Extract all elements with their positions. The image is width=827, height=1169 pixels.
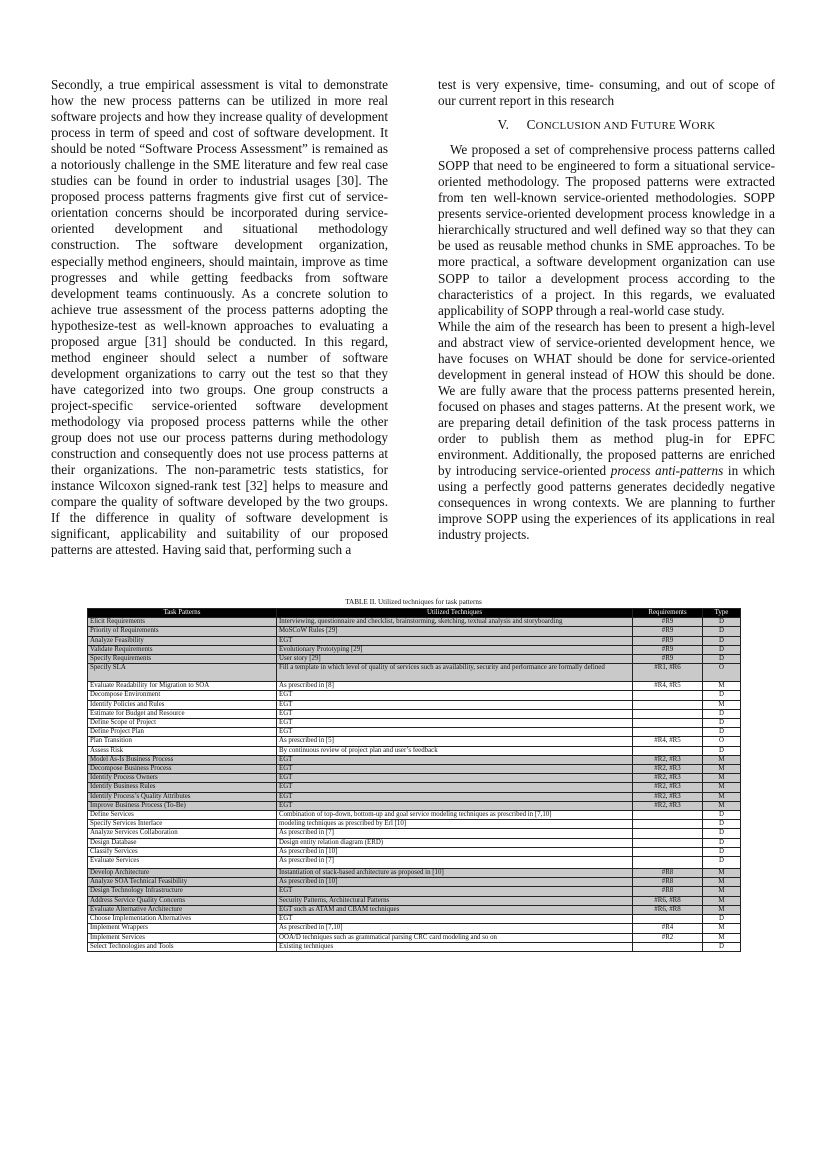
cell-task-pattern: Classify Services [88, 847, 277, 856]
cell-type: D [703, 618, 741, 627]
cell-requirements: #R2, #R3 [633, 792, 703, 801]
cell-task-pattern: Improve Business Process (To-Be) [88, 801, 277, 810]
cell-task-pattern: Implement Wrappers [88, 924, 277, 933]
cell-task-pattern: Estimate for Budget and Resource [88, 709, 277, 718]
cell-requirements [633, 820, 703, 829]
cell-technique: EGT [277, 801, 633, 810]
cell-technique: EGT [277, 765, 633, 774]
cell-task-pattern: Choose Implementation Alternatives [88, 915, 277, 924]
cell-technique: MoSCoW Rules [29] [277, 627, 633, 636]
table-row [88, 755, 741, 764]
cell-technique: As prescribed in [7] [277, 857, 633, 869]
cell-requirements: #R8 [633, 887, 703, 896]
table-row [88, 857, 741, 869]
table-row [88, 618, 741, 627]
table-container [87, 598, 740, 952]
cell-technique: EGT [277, 755, 633, 764]
table-row [88, 887, 741, 896]
cell-type: D [703, 847, 741, 856]
cell-requirements: #R4, #R5 [633, 682, 703, 691]
table-row [88, 838, 741, 847]
cell-type: D [703, 838, 741, 847]
cell-type: M [703, 924, 741, 933]
cell-requirements: #R2, #R3 [633, 765, 703, 774]
header-requirements: Requirements [633, 609, 703, 618]
techniques-table [87, 608, 741, 952]
table-row [88, 933, 741, 942]
cell-requirements [633, 829, 703, 838]
cell-technique: EGT [277, 709, 633, 718]
header-utilized-techniques: Utilized Techniques [277, 609, 633, 618]
cell-technique: OOA/D techniques such as grammatical parsing CRC card modeling and so on [277, 933, 633, 942]
cell-task-pattern: Implement Services [88, 933, 277, 942]
cell-task-pattern: Select Technologies and Tools [88, 942, 277, 951]
cell-task-pattern: Address Service Quality Concerns [88, 896, 277, 905]
para2-italic: process anti-patterns [610, 463, 724, 479]
heading-c1: C [526, 117, 536, 133]
cell-technique: Security Patterns, Architectural Patterns [277, 896, 633, 905]
heading-r2: UTURE [638, 120, 679, 133]
cell-type: M [703, 933, 741, 942]
heading-c3: W [678, 117, 692, 133]
cell-task-pattern: Analyze SOA Technical Feasibility [88, 878, 277, 887]
cell-type: M [703, 700, 741, 709]
cell-type: D [703, 655, 741, 664]
continuation-paragraph: test is very expensive, time- consuming, and out of scope of our current report in this research [438, 77, 775, 109]
cell-requirements [633, 811, 703, 820]
table-caption: TABLE II. Utilized techniques for task patterns [345, 598, 482, 606]
cell-requirements: #R2 [633, 933, 703, 942]
table-row [88, 737, 741, 746]
cell-task-pattern: Decompose Business Process [88, 765, 277, 774]
cell-task-pattern: Specify Requirements [88, 655, 277, 664]
cell-requirements: #R4, #R5 [633, 737, 703, 746]
cell-task-pattern: Identify Process’s Quality Attributes [88, 792, 277, 801]
cell-type: M [703, 878, 741, 887]
table-row [88, 820, 741, 829]
cell-requirements [633, 857, 703, 869]
cell-technique: EGT [277, 719, 633, 728]
cell-technique: Instantiation of stack-based architecture as proposed in [10] [277, 869, 633, 878]
cell-technique: EGT [277, 700, 633, 709]
table-row [88, 801, 741, 810]
cell-requirements: #R2, #R3 [633, 801, 703, 810]
cell-type: M [703, 682, 741, 691]
section-heading [438, 117, 775, 134]
table-row [88, 719, 741, 728]
cell-requirements [633, 915, 703, 924]
table-row [88, 774, 741, 783]
table-row [88, 783, 741, 792]
heading-r1: ONCLUSION AND [535, 120, 631, 133]
cell-task-pattern: Plan Transition [88, 737, 277, 746]
cell-type: M [703, 774, 741, 783]
table-row [88, 700, 741, 709]
cell-type: M [703, 905, 741, 914]
cell-requirements: #R9 [633, 627, 703, 636]
cell-technique: By continuous review of project plan and user’s feedback [277, 746, 633, 755]
cell-type: M [703, 869, 741, 878]
conclusion-paragraph-1: We proposed a set of comprehensive process patterns called SOPP that need to be engineered to form a situational service-oriented methodology. The proposed patterns were extracted from ten well-known service-oriented methodologies. SOPP presents service-oriented development process knowledge in a hierarchically structured and well defined way so that they can be used as reusable method chunks in SME approaches. To be more practical, a software development organization can use SOPP to tailor a development process according to the characteristics of a project. In this regards, we evaluated applicability of SOPP through a real-world case study. [438, 142, 775, 318]
cell-technique: As prescribed in [10] [277, 847, 633, 856]
cell-task-pattern: Evaluate Readability for Migration to SOA [88, 682, 277, 691]
cell-task-pattern: Develop Architecture [88, 869, 277, 878]
heading-c2: F [630, 117, 639, 133]
cell-requirements [633, 942, 703, 951]
cell-requirements [633, 691, 703, 700]
cell-requirements [633, 719, 703, 728]
cell-type: D [703, 645, 741, 654]
table-row [88, 765, 741, 774]
cell-task-pattern: Decompose Environment [88, 691, 277, 700]
table-row [88, 709, 741, 718]
cell-type: M [703, 792, 741, 801]
cell-type: D [703, 829, 741, 838]
cell-task-pattern: Define Project Plan [88, 728, 277, 737]
cell-type: D [703, 709, 741, 718]
table-row [88, 847, 741, 856]
cell-requirements [633, 700, 703, 709]
cell-type: D [703, 746, 741, 755]
cell-task-pattern: Validate Requirements [88, 645, 277, 654]
cell-requirements: #R9 [633, 636, 703, 645]
table-row [88, 905, 741, 914]
cell-type: D [703, 942, 741, 951]
table-row [88, 655, 741, 664]
cell-type: D [703, 627, 741, 636]
cell-technique: EGT [277, 691, 633, 700]
cell-task-pattern: Evaluate Alternative Architecture [88, 905, 277, 914]
table-row [88, 915, 741, 924]
cell-task-pattern: Elicit Requirements [88, 618, 277, 627]
cell-task-pattern: Identify Process Owners [88, 774, 277, 783]
cell-type: M [703, 783, 741, 792]
cell-technique: Interviewing, questionnaire and checklist, brainstorming, sketching, textual analysis and storyboarding [277, 618, 633, 627]
cell-type: M [703, 755, 741, 764]
cell-technique: EGT [277, 792, 633, 801]
left-column [51, 77, 388, 558]
table-row [88, 792, 741, 801]
cell-technique: EGT such as ATAM and CBAM techniques [277, 905, 633, 914]
table-row [88, 746, 741, 755]
cell-task-pattern: Assess Risk [88, 746, 277, 755]
cell-technique: EGT [277, 887, 633, 896]
table-row [88, 691, 741, 700]
table-row [88, 896, 741, 905]
cell-technique: As prescribed in [7,10] [277, 924, 633, 933]
cell-technique: Combination of top-down, bottom-up and goal service modeling techniques as prescribed in [7,10] [277, 811, 633, 820]
table-row [88, 829, 741, 838]
cell-requirements: #R2, #R3 [633, 783, 703, 792]
table-header-row [88, 609, 741, 618]
table-row [88, 664, 741, 682]
cell-technique: User story [29] [277, 655, 633, 664]
cell-type: D [703, 857, 741, 869]
cell-task-pattern: Identify Policies and Rules [88, 700, 277, 709]
cell-technique: Existing techniques [277, 942, 633, 951]
cell-type: D [703, 915, 741, 924]
table-row [88, 878, 741, 887]
cell-technique: As prescribed in [8] [277, 682, 633, 691]
cell-requirements: #R9 [633, 655, 703, 664]
table-body [88, 618, 741, 952]
cell-requirements [633, 728, 703, 737]
cell-technique: EGT [277, 915, 633, 924]
table-row [88, 924, 741, 933]
cell-type: M [703, 887, 741, 896]
cell-task-pattern: Priority of Requirements [88, 627, 277, 636]
table-row [88, 942, 741, 951]
cell-requirements: #R4 [633, 924, 703, 933]
cell-type: D [703, 820, 741, 829]
header-task-patterns: Task Patterns [88, 609, 277, 618]
cell-requirements: #R9 [633, 618, 703, 627]
table-row [88, 636, 741, 645]
cell-type: O [703, 737, 741, 746]
table-row [88, 627, 741, 636]
para2-before: While the aim of the research has been to present a high-level and abstract view of service-oriented development hence, we have focuses on WHAT should be done for service-oriented development in general instead of HOW this should be done. We are fully aware that the process patterns presented herein, focused on phases and stages patterns. At the present work, we are preparing detail definition of the task process patterns in order to publish them as method plug-in for EPFC environment. Additionally, the proposed patterns are enriched by introducing service-oriented [438, 318, 775, 479]
cell-technique: As prescribed in [5] [277, 737, 633, 746]
cell-requirements: #R8 [633, 869, 703, 878]
cell-requirements [633, 847, 703, 856]
cell-task-pattern: Define Services [88, 811, 277, 820]
cell-type: O [703, 664, 741, 682]
cell-technique: As prescribed in [10] [277, 878, 633, 887]
header-type: Type [703, 609, 741, 618]
cell-technique: As prescribed in [7] [277, 829, 633, 838]
cell-technique: Evolutionary Prototyping [29] [277, 645, 633, 654]
conclusion-paragraph-2 [438, 319, 775, 544]
cell-task-pattern: Identify Business Rules [88, 783, 277, 792]
table-row [88, 728, 741, 737]
cell-type: D [703, 811, 741, 820]
cell-technique: Fill a template in which level of quality of services such as availability, security and performance are formally defined [277, 664, 633, 682]
cell-task-pattern: Design Database [88, 838, 277, 847]
table-row [88, 811, 741, 820]
table-row [88, 645, 741, 654]
cell-task-pattern: Model As-Is Business Process [88, 755, 277, 764]
cell-task-pattern: Evaluate Services [88, 857, 277, 869]
cell-type: D [703, 636, 741, 645]
heading-number: V. [497, 117, 510, 133]
cell-task-pattern: Specify SLA [88, 664, 277, 682]
cell-type: M [703, 765, 741, 774]
cell-technique: EGT [277, 636, 633, 645]
cell-task-pattern: Define Scope of Project [88, 719, 277, 728]
cell-task-pattern: Specify Services Interface [88, 820, 277, 829]
left-paragraph: Secondly, a true empirical assessment is vital to demonstrate how the new process patterns can be utilized in more real software projects and how they increase quality of development process in term of speed and cost of software development. It should be noted “Software Process Assessment” is remained as a notoriously challenge in the SME literature and few real case studies can be found in order to industrial usages [30]. The proposed process patterns fragments give first cut of service-orientation concerns should be incorporated during service-oriented development and situational methodology construction. The software development organization, especially method engineers, should maintain, improve as time progresses and while getting feedbacks from software development teams continuously. As a concrete solution to achieve true assessment of the process patterns adopting the hypothesize-test as well-known approaches to evaluating a proposed argue [31] should be conducted. In this regard, method engineer should select a number of software development organizations to carry out the test so that they have categorized into two groups. One group constructs a project-specific service-oriented software development methodology via proposed process patterns while the other group does not use our process patterns during methodology construction and consequently does not use process patterns at their organizations. The non-parametric tests statistics, for instance Wilcoxon signed-rank test [32] helps to measure and compare the quality of software developed by the two groups. If the difference in quality of software development is significant, applicability and suitability of our proposed patterns are attested. Having said that, performing such a [51, 77, 388, 558]
right-column [438, 77, 775, 543]
cell-technique: EGT [277, 774, 633, 783]
cell-task-pattern: Analyze Services Collaboration [88, 829, 277, 838]
cell-task-pattern: Analyze Feasibility [88, 636, 277, 645]
cell-requirements: #R2, #R3 [633, 774, 703, 783]
cell-requirements [633, 838, 703, 847]
cell-technique: EGT [277, 783, 633, 792]
heading-r3: ORK [691, 120, 716, 133]
cell-technique: modeling techniques as prescribed by Erl [10] [277, 820, 633, 829]
cell-requirements: #R1, #R6 [633, 664, 703, 682]
cell-technique: EGT [277, 728, 633, 737]
cell-type: D [703, 719, 741, 728]
cell-requirements: #R2, #R3 [633, 755, 703, 764]
cell-type: M [703, 801, 741, 810]
para2-after: in which using a perfectly good patterns generates decidedly negative consequences in wrong contexts. We are planning to further improve SOPP using the experiences of its applications in real industry projects. [438, 463, 775, 543]
cell-task-pattern: Design Technology Infrastructure [88, 887, 277, 896]
table-row [88, 869, 741, 878]
cell-requirements [633, 709, 703, 718]
cell-requirements: #R6, #R8 [633, 905, 703, 914]
cell-requirements: #R8 [633, 878, 703, 887]
cell-type: D [703, 691, 741, 700]
cell-type: M [703, 896, 741, 905]
table-row [88, 682, 741, 691]
cell-type: D [703, 728, 741, 737]
cell-requirements: #R6, #R8 [633, 896, 703, 905]
cell-requirements: #R9 [633, 645, 703, 654]
cell-requirements [633, 746, 703, 755]
cell-technique: Design entity relation diagram (ERD) [277, 838, 633, 847]
